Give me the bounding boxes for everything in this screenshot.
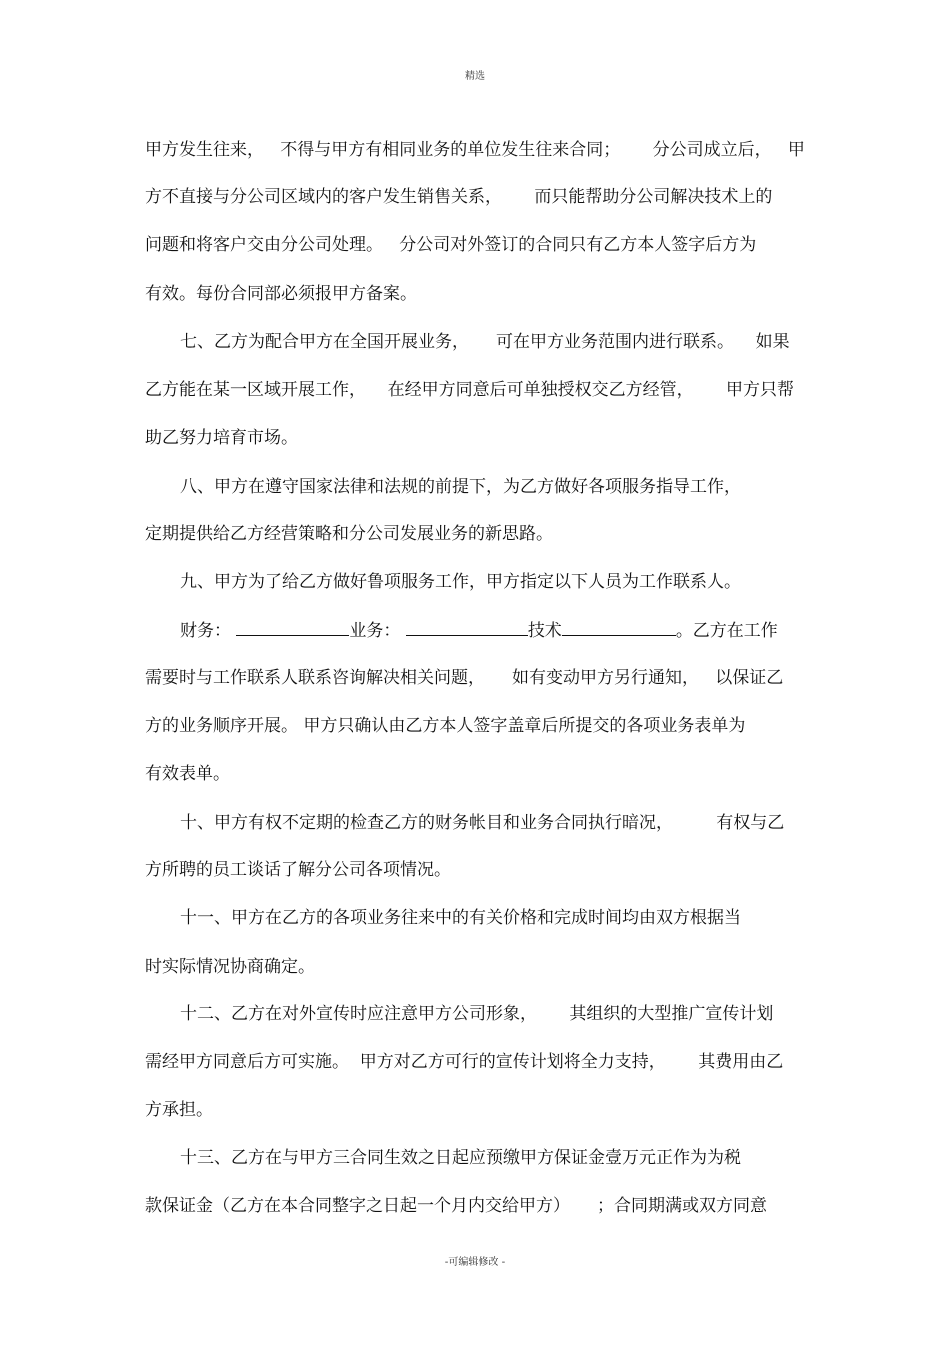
contacts-line xyxy=(180,618,778,643)
paragraph-line: 有效。每份合同部必须报甲方备案。 xyxy=(145,284,417,304)
paragraph-line: 方所聘的员工谈话了解分公司各项情况。 xyxy=(145,860,451,880)
clause-nine: 九、甲方为了给乙方做好鲁项服务工作，甲方指定以下人员为工作联系人。 xyxy=(180,572,741,592)
paragraph-line: 问题和将客户交由分公司处理。 分公司对外签订的合同只有乙方本人签字后方为 xyxy=(145,235,757,255)
finance-label: 财务： xyxy=(180,621,231,641)
tech-blank xyxy=(562,618,676,636)
contacts-tail: 。乙方在工作 xyxy=(675,621,778,641)
paragraph-line: 有效表单。 xyxy=(145,764,230,784)
paragraph-line: 乙方能在某一区域开展工作， 在经甲方同意后可单独授权交乙方经管， 甲方只帮 xyxy=(145,380,795,400)
paragraph-line: 方承担。 xyxy=(145,1100,213,1120)
tech-label: 技术 xyxy=(527,621,562,641)
paragraph-line: 需要时与工作联系人联系咨询解决相关问题， 如有变动甲方另行通知， 以保证乙 xyxy=(145,668,784,688)
paragraph-line: 甲方发生往来， 不得与甲方有相同业务的单位发生往来合同； 分公司成立后， 甲 xyxy=(145,140,805,160)
paragraph-line: 定期提供给乙方经营策略和分公司发展业务的新思路。 xyxy=(145,524,553,544)
clause-eleven: 十一、甲方在乙方的各项业务往来中的有关价格和完成时间均由双方根据当 xyxy=(180,908,741,928)
clause-thirteen: 十三、乙方在与甲方三合同生效之日起应预缴甲方保证金壹万元正作为为税 xyxy=(180,1148,741,1168)
clause-seven: 七、乙方为配合甲方在全国开展业务， 可在甲方业务范围内进行联系。 如果 xyxy=(180,332,790,352)
paragraph-line: 款保证金（乙方在本合同整字之日起一个月内交给甲方） ；合同期满或双方同意 xyxy=(145,1196,768,1216)
finance-blank xyxy=(236,618,349,636)
page-footer: -可编辑修改 - xyxy=(444,1257,506,1268)
paragraph-line: 方不直接与分公司区域内的客户发生销售关系， 而只能帮助分公司解决技术上的 xyxy=(145,187,773,207)
clause-ten: 十、甲方有权不定期的检查乙方的财务帐目和业务合同执行暗况， 有权与乙 xyxy=(180,813,785,833)
page-header: 精选 xyxy=(465,71,485,82)
business-blank xyxy=(406,618,528,636)
paragraph-line: 时实际情况协商确定。 xyxy=(145,957,315,977)
paragraph-line: 方的业务顺序开展。 甲方只确认由乙方本人签字盖章后所提交的各项业务表单为 xyxy=(145,716,746,736)
paragraph-line: 助乙努力培育市场。 xyxy=(145,428,298,448)
clause-twelve: 十二、乙方在对外宣传时应注意甲方公司形象， 其组织的大型推广宣传计划 xyxy=(180,1004,774,1024)
business-label: 业务： xyxy=(349,621,401,641)
clause-eight: 八、甲方在遵守国家法律和法规的前提下，为乙方做好各项服务指导工作， xyxy=(180,477,741,497)
paragraph-line: 需经甲方同意后方可实施。 甲方对乙方可行的宣传计划将全力支持， 其费用由乙 xyxy=(145,1052,784,1072)
